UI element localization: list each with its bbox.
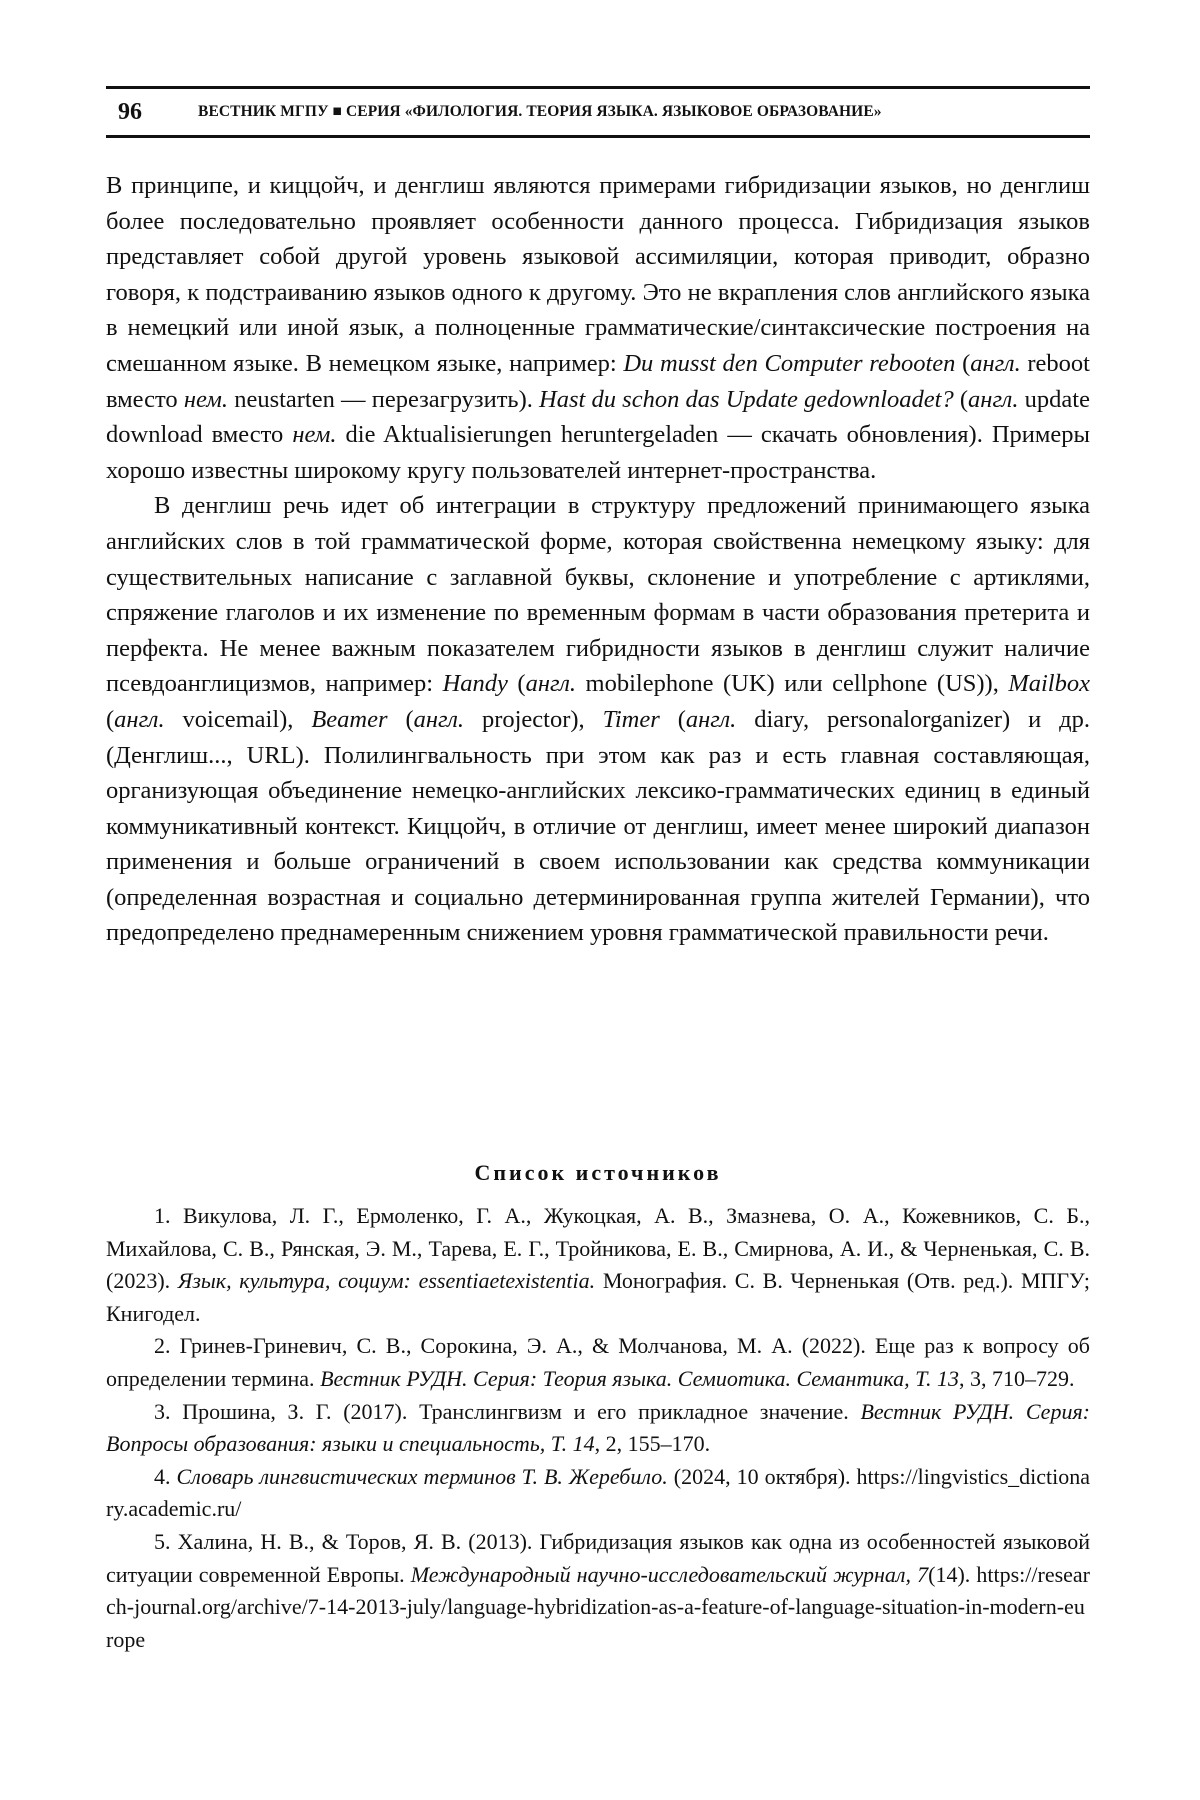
text-run: ( (388, 706, 414, 733)
text-run: mobilephone (UK) или cellphone (US)), (576, 670, 1008, 697)
paragraph-1 (106, 168, 1090, 488)
page-number: 96 (118, 99, 198, 126)
abbrev: англ. (526, 670, 576, 697)
text-run: update download вместо (106, 386, 1090, 449)
text-run: ( (660, 706, 686, 733)
text-run: ( (508, 670, 526, 697)
ref-text: (14). https://research-journal.org/archive/7-14-2013-july/language-hybridization-as-a-feature-of-language-situation-in-modern-europe (106, 1562, 1090, 1652)
reference-item (106, 1526, 1090, 1656)
text-run: ( (106, 706, 114, 733)
abbrev: нем. (184, 386, 228, 413)
reference-item (106, 1461, 1090, 1526)
reference-item (106, 1396, 1090, 1461)
abbrev: англ. (414, 706, 464, 733)
ref-text: 5. Халина, Н. В., & Торов, Я. В. (2013). Гибридизация языков как одна из осо­бенностей языковой ситуации современной Европы. (106, 1529, 1090, 1587)
ref-title: Вестник РУДН. Серия: Теория языка. Семиотика. Семантика, Т. 13 (320, 1366, 959, 1391)
ref-title: Язык, культура, социум: essentiaetexistentia. (178, 1268, 595, 1293)
ref-text: 3. Прошина, З. Г. (2017). Транслингвизм и его прикладное значение. (154, 1399, 860, 1424)
text-run: В принципе, и киццойч, и денглиш являются примерами гибридизации языков, но денглиш более последовательно проявляет особенности данного процесса. Гибридизация языков представляет собой другой уровень языковой ассими­ляции, которая приводит, образно говоря, к подстраиванию языков одного к другому. Это не вкрапления слов английского языка в немецкий или иной язык, а полноценные грамматические/синтаксические построения на сме­шанном языке. В немецком языке, например: (106, 172, 1090, 377)
running-header (106, 86, 1090, 138)
article-body (106, 168, 1090, 951)
ref-text: , 3, 710–729. (959, 1366, 1075, 1391)
references-title: Список источников (106, 1160, 1090, 1186)
pseudo-anglicism: Timer (603, 706, 660, 733)
text-run: projector), (464, 706, 603, 733)
ref-title: Словарь лингвистических терминов Т. В. Жеребило. (177, 1464, 668, 1489)
reference-item (106, 1200, 1090, 1330)
german-example: Hast du schon das Update gedownloadet? (539, 386, 954, 413)
text-run: die Aktualisierungen heruntergeladen — скачать обновления). Примеры хорошо известны широкому кругу пользователей интернет-пространства. (106, 421, 1090, 484)
pseudo-anglicism: Mailbox (1008, 670, 1090, 697)
german-example: Du musst den Computer rebooten (623, 350, 955, 377)
text-run: reboot вместо (106, 350, 1090, 413)
abbrev: нем. (292, 421, 336, 448)
abbrev: англ. (968, 386, 1018, 413)
ref-text: 2. Гринев-Гриневич, С. В., Сорокина, Э. А., & Молчанова, М. А. (2022). Еще раз к вопросу об определении термина. (106, 1333, 1090, 1391)
abbrev: англ. (114, 706, 164, 733)
text-run: neustarten — перезагрузить). (228, 386, 539, 413)
ref-title: Вестник РУДН. Серия: Вопросы образования: языки и специальность, Т. 14 (106, 1399, 1090, 1457)
references-list (106, 1200, 1090, 1656)
text-run: ( (955, 350, 970, 377)
ref-text: , 2, 155–170. (595, 1431, 711, 1456)
page (0, 0, 1200, 1800)
ref-text: (2024, 10 октября). https://lingvistics_dictionary.academic.ru/ (106, 1464, 1090, 1522)
text-run: В денглиш речь идет об интеграции в структуру предложений принимаю­щего языка английских слов в той грамматической форме, которая свойственна немецкому языку: для существительных написание с заглавной буквы, склоне­ние и употребление с артиклями, спряжение глаголов и их изменение по вре­менным формам в части образования претерита и перфекта. Не менее важным показателем гибридности языков в денглиш служит наличие псевдоанглициз­мов, например: (106, 492, 1090, 697)
abbrev: англ. (970, 350, 1020, 377)
ref-text: 4. (154, 1464, 177, 1489)
pseudo-anglicism: Handy (443, 670, 508, 697)
ref-title: Международный научно-исследовательский журнал, 7 (411, 1562, 928, 1587)
journal-title: ВЕСТНИК МГПУ ■ СЕРИЯ «ФИЛОЛОГИЯ. ТЕОРИЯ ЯЗЫКА. ЯЗЫКОВОЕ ОБРАЗОВАНИЕ» (198, 103, 882, 121)
ref-text: 1. Викулова, Л. Г., Ермоленко, Г. А., Жукоцкая, А. В., Змазнева, О. А., Кожевни­ков, С. Б., Михайлова, С. В., Рянская, Э. М., Тарева, Е. Г., Тройникова, Е. В., Смир­нова, А. И., & Черненькая, С. В. (2023). (106, 1203, 1090, 1293)
text-run: ( (954, 386, 968, 413)
paragraph-2 (106, 488, 1090, 951)
abbrev: англ. (686, 706, 736, 733)
pseudo-anglicism: Beamer (311, 706, 387, 733)
ref-text: Монография. С. В. Черненькая (Отв. ред.). МПГУ; Книгодел. (106, 1268, 1090, 1326)
reference-item (106, 1330, 1090, 1395)
text-run: diary, personalorganizer) и др. (Денглиш..., URL). Полилингвальность при этом как раз и есть главная составляющая, организующая объединение немецко-английских лексико-грам­матических единиц в единый коммуникативный контекст. Киццойч, в отличие от денглиш, имеет менее широкий диапазон применения и больше ограничений в своем использовании как средства коммуникации (определенная возрастная и социально детерминированная группа жителей Германии), что предопре­делено преднамеренным снижением уровня грамматической правильности речи. (106, 706, 1090, 947)
text-run: voicemail), (165, 706, 312, 733)
